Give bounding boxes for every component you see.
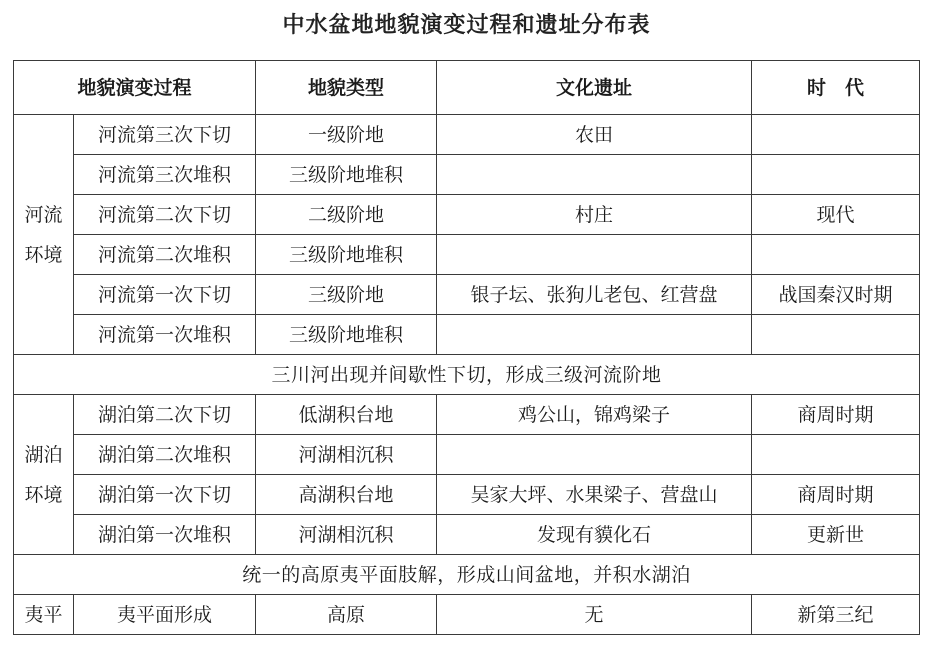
table-row xyxy=(14,115,920,155)
era-cell xyxy=(752,155,920,195)
plateau-dissection-banner: 统一的高原夷平面肢解，形成山间盆地，并积水湖泊 xyxy=(14,555,920,595)
era-cell: 现代 xyxy=(752,195,920,235)
landform-cell: 三级阶地 xyxy=(256,275,437,315)
site-cell: 村庄 xyxy=(437,195,752,235)
header-site: 文化遗址 xyxy=(437,61,752,115)
table-row xyxy=(14,195,920,235)
landform-cell: 三级阶地堆积 xyxy=(256,235,437,275)
process-cell: 河流第一次堆积 xyxy=(74,315,256,355)
era-cell: 更新世 xyxy=(752,515,920,555)
site-cell xyxy=(437,235,752,275)
process-cell: 湖泊第一次堆积 xyxy=(74,515,256,555)
river-environment-label: 河流环境 xyxy=(14,115,74,355)
landform-cell: 二级阶地 xyxy=(256,195,437,235)
era-cell xyxy=(752,235,920,275)
table-row xyxy=(14,235,920,275)
header-era: 时 代 xyxy=(752,61,920,115)
era-cell xyxy=(752,115,920,155)
landform-cell: 高原 xyxy=(256,595,437,635)
era-cell: 商周时期 xyxy=(752,475,920,515)
site-cell: 农田 xyxy=(437,115,752,155)
header-process: 地貌演变过程 xyxy=(14,61,256,115)
table-row xyxy=(14,595,920,635)
site-cell: 发现有貘化石 xyxy=(437,515,752,555)
era-cell xyxy=(752,435,920,475)
process-cell: 河流第二次下切 xyxy=(74,195,256,235)
site-cell: 无 xyxy=(437,595,752,635)
process-cell: 河流第二次堆积 xyxy=(74,235,256,275)
process-cell: 湖泊第二次堆积 xyxy=(74,435,256,475)
table-row xyxy=(14,515,920,555)
process-cell: 河流第三次堆积 xyxy=(74,155,256,195)
landform-cell: 低湖积台地 xyxy=(256,395,437,435)
table-row xyxy=(14,435,920,475)
landform-cell: 河湖相沉积 xyxy=(256,435,437,475)
banner-row xyxy=(14,555,920,595)
table-row xyxy=(14,475,920,515)
table-row xyxy=(14,155,920,195)
process-cell: 河流第一次下切 xyxy=(74,275,256,315)
era-cell xyxy=(752,315,920,355)
table-row xyxy=(14,315,920,355)
table-row xyxy=(14,395,920,435)
site-cell: 银子坛、张狗儿老包、红营盘 xyxy=(437,275,752,315)
era-cell: 新第三纪 xyxy=(752,595,920,635)
era-cell: 商周时期 xyxy=(752,395,920,435)
process-cell: 河流第三次下切 xyxy=(74,115,256,155)
landform-cell: 三级阶地堆积 xyxy=(256,155,437,195)
planation-environment-label: 夷平 xyxy=(14,595,74,635)
banner-row xyxy=(14,355,920,395)
header-row xyxy=(14,61,920,115)
process-cell: 湖泊第二次下切 xyxy=(74,395,256,435)
landform-cell: 一级阶地 xyxy=(256,115,437,155)
process-cell: 湖泊第一次下切 xyxy=(74,475,256,515)
landform-cell: 河湖相沉积 xyxy=(256,515,437,555)
lake-environment-label: 湖泊环境 xyxy=(14,395,74,555)
site-cell xyxy=(437,155,752,195)
era-cell: 战国秦汉时期 xyxy=(752,275,920,315)
landform-cell: 三级阶地堆积 xyxy=(256,315,437,355)
landform-evolution-table xyxy=(13,60,920,635)
site-cell: 鸡公山，锦鸡梁子 xyxy=(437,395,752,435)
river-terrace-banner: 三川河出现并间歇性下切，形成三级河流阶地 xyxy=(14,355,920,395)
landform-cell: 高湖积台地 xyxy=(256,475,437,515)
site-cell xyxy=(437,435,752,475)
table-row xyxy=(14,275,920,315)
header-landform: 地貌类型 xyxy=(256,61,437,115)
table-title: 中水盆地地貌演变过程和遗址分布表 xyxy=(282,13,651,38)
process-cell: 夷平面形成 xyxy=(74,595,256,635)
site-cell: 吴家大坪、水果梁子、营盘山 xyxy=(437,475,752,515)
site-cell xyxy=(437,315,752,355)
